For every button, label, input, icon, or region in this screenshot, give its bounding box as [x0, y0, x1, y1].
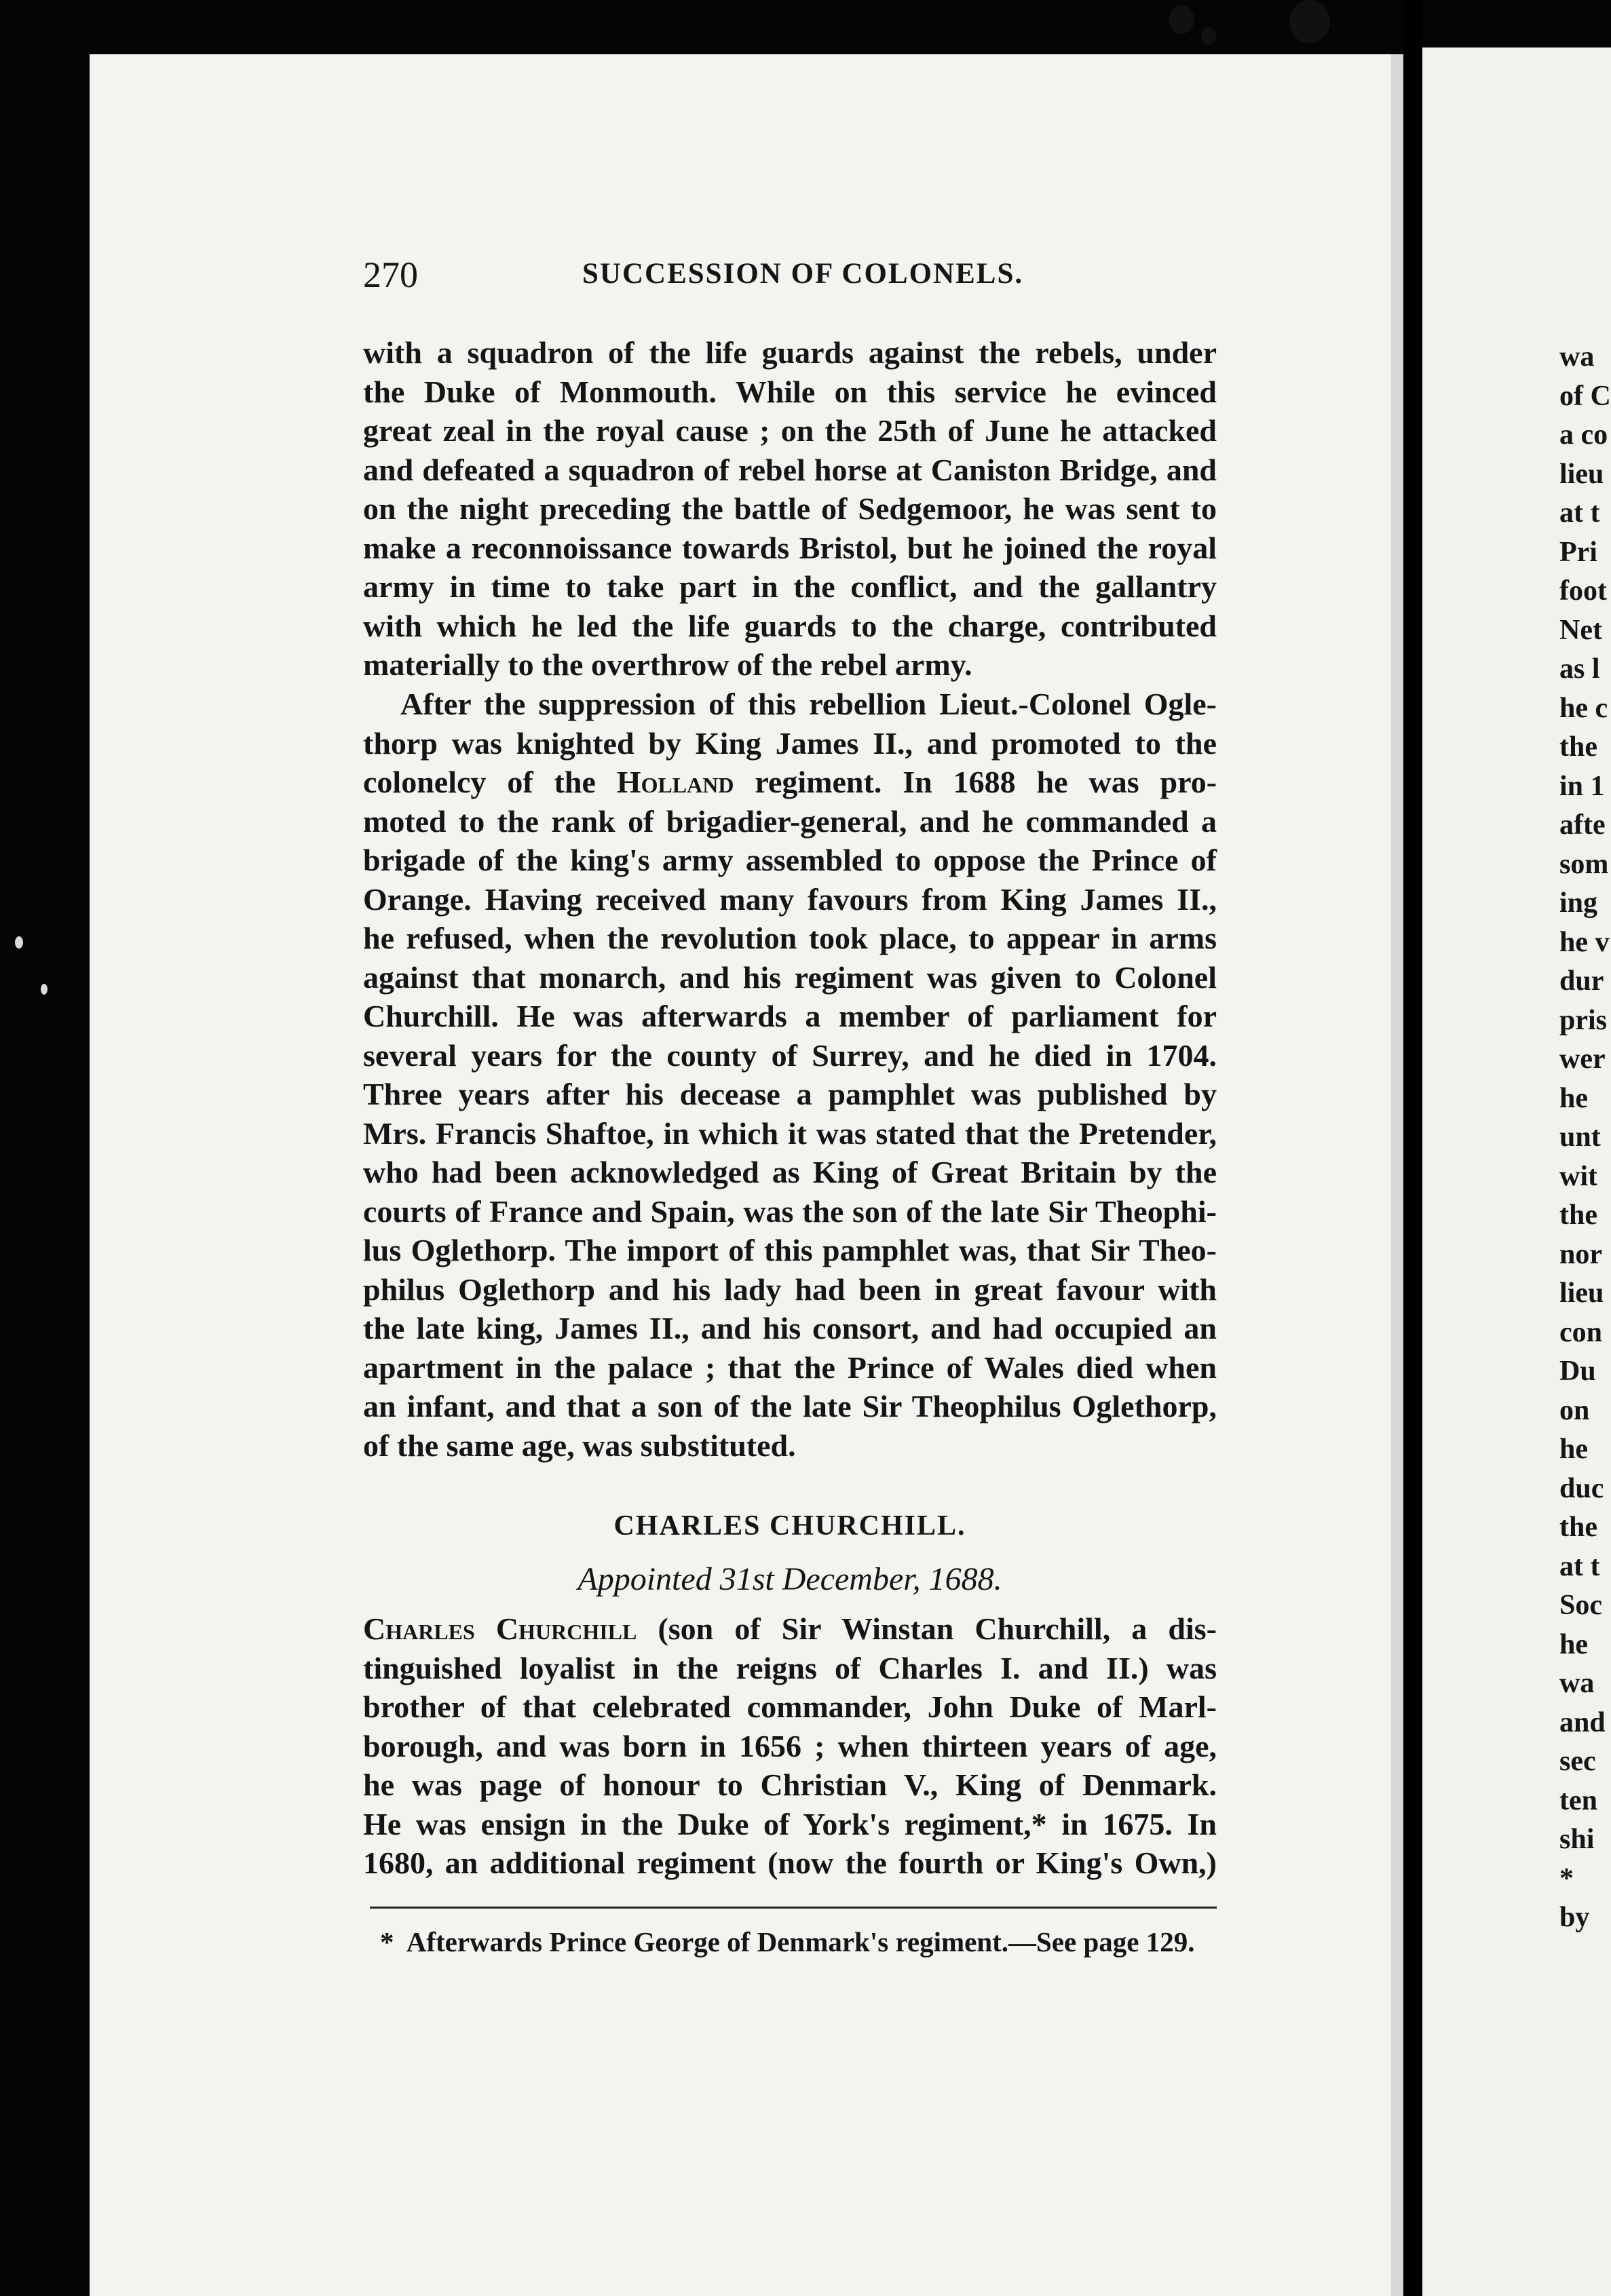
- scan-speck: [41, 984, 48, 995]
- appointed-line: Appointed 31st December, 1688.: [577, 1561, 1002, 1597]
- right-page-fragment: wa: [1559, 341, 1595, 372]
- right-page-fragment: lieu: [1559, 1278, 1604, 1309]
- text-line: thorp was knighted by King James II., and promoted to the: [363, 725, 1217, 761]
- right-page-fragment: the: [1559, 1200, 1597, 1231]
- right-page-fragment: *: [1559, 1862, 1574, 1894]
- right-page-fragment: nor: [1559, 1238, 1602, 1270]
- text-line: make a reconnoissance towards Bristol, but he joined the royal: [363, 530, 1217, 565]
- right-page-fragment: foot: [1559, 575, 1607, 607]
- text-line: colonelcy of the Holland regiment. In 1688 he was pro-: [363, 765, 1217, 799]
- text-line: 1680, an additional regiment (now the fourth or King's Own,): [363, 1845, 1217, 1880]
- scan-speck: [15, 936, 23, 949]
- text-line: philus Oglethorp and his lady had been in great favour with: [363, 1271, 1217, 1307]
- text-line: Churchill. He was afterwards a member of parliament for: [363, 999, 1217, 1033]
- right-page-fragment: at t: [1559, 1550, 1600, 1582]
- right-page-fragment: ing: [1559, 887, 1598, 919]
- right-page-fragment: he: [1559, 1434, 1588, 1465]
- right-page-fragment: he: [1559, 1082, 1588, 1114]
- page-number: 270: [363, 254, 418, 295]
- right-page-fragment: sec: [1559, 1746, 1596, 1777]
- right-page-fragment: som: [1559, 848, 1609, 880]
- regiment-name: Holland: [616, 765, 734, 799]
- text-line: brigade of the king's army assembled to oppose the Prince of: [363, 843, 1217, 877]
- text-line: and defeated a squadron of rebel horse at Caniston Bridge, and: [363, 452, 1217, 487]
- text-line: Orange. Having received many favours from King James II.,: [363, 881, 1217, 917]
- right-page-fragment: on: [1559, 1394, 1590, 1426]
- text-line: of the same age, was substituted.: [363, 1428, 796, 1463]
- running-head: SUCCESSION OF COLONELS.: [582, 258, 1024, 290]
- right-page-fragment: wer: [1559, 1044, 1606, 1075]
- text-line: who had been acknowledged as King of Great Britain by the: [363, 1155, 1217, 1189]
- right-page-fragment: the: [1559, 731, 1597, 763]
- text-line: lus Oglethorp. The import of this pamphlet was, that Sir Theo-: [363, 1233, 1217, 1267]
- right-page-fragment: con: [1559, 1316, 1602, 1348]
- right-page-fragment: the: [1559, 1512, 1597, 1543]
- right-page-fragment: Pri: [1559, 536, 1597, 568]
- right-page-fragment: in 1: [1559, 770, 1605, 802]
- text-line: moted to the rank of brigadier-general, and he commanded a: [363, 803, 1217, 839]
- text-line: tinguished loyalist in the reigns of Charles I. and II.) was: [363, 1650, 1217, 1685]
- right-page-fragment: duc: [1559, 1472, 1604, 1504]
- right-page-fragment: unt: [1559, 1122, 1601, 1153]
- footnote: * Afterwards Prince George of Denmark's regiment.—See page 129.: [380, 1926, 1195, 1957]
- text-line: several years for the county of Surrey, and he died in 1704.: [363, 1037, 1217, 1073]
- right-page-fragment: Net: [1559, 614, 1602, 646]
- right-page-fragment: wit: [1559, 1160, 1597, 1192]
- text-line: the late king, James II., and his consort, and had occupied an: [363, 1311, 1217, 1345]
- scan-speck: [1201, 27, 1216, 45]
- right-page-fragment: at t: [1559, 497, 1600, 529]
- right-page-fragment: shi: [1559, 1824, 1595, 1855]
- text-line: materially to the overthrow of the rebel army.: [363, 647, 972, 682]
- right-page-fragment: afte: [1559, 809, 1606, 841]
- text-line: on the night preceding the battle of Sedgemoor, he was sent to: [363, 491, 1217, 526]
- text-line: he refused, when the revolution took place, to appear in arms: [363, 921, 1217, 955]
- book-fold-shadow: [1403, 0, 1422, 2296]
- text-line: with which he led the life guards to the charge, contributed: [363, 608, 1217, 643]
- right-page-fragment: and: [1559, 1706, 1606, 1738]
- text-line: Charles Churchill (son of Sir Winstan Churchill, a dis-: [363, 1611, 1217, 1646]
- text-line: the Duke of Monmouth. While on this service he evinced: [363, 374, 1217, 409]
- text-line: with a squadron of the life guards against the rebels, under: [363, 335, 1217, 370]
- text-line: borough, and was born in 1656 ; when thirteen years of age,: [363, 1728, 1217, 1763]
- right-page-fragment: he c: [1559, 692, 1608, 724]
- text-line: army in time to take part in the conflict, and the gallantry: [363, 569, 1217, 604]
- right-page-fragment: ten: [1559, 1784, 1597, 1816]
- right-page-fragment: Soc: [1559, 1590, 1602, 1621]
- text-line: brother of that celebrated commander, John Duke of Marl-: [363, 1689, 1217, 1724]
- right-page-fragment: Du: [1559, 1356, 1596, 1387]
- text-line: He was ensign in the Duke of York's regiment,* in 1675. In: [363, 1806, 1217, 1841]
- right-page-fragment: of C: [1559, 380, 1611, 412]
- right-page-fragment: he v: [1559, 926, 1610, 958]
- footnote-rule: [370, 1907, 1217, 1909]
- text-line: against that monarch, and his regiment was given to Colonel: [363, 959, 1217, 995]
- text-line: he was page of honour to Christian V., King of Denmark.: [363, 1767, 1217, 1802]
- text-line: Three years after his decease a pamphlet was published by: [363, 1077, 1217, 1111]
- subject-name: Charles Churchill: [363, 1611, 637, 1646]
- page-gutter: [1391, 54, 1403, 2296]
- right-page-fragment: pris: [1559, 1004, 1608, 1036]
- scan-speck: [1169, 5, 1194, 34]
- right-page-fragment: as l: [1559, 653, 1600, 685]
- text-line: courts of France and Spain, was the son of the late Sir Theophi-: [363, 1193, 1217, 1229]
- scan-speck: [1289, 0, 1330, 43]
- text-line: an infant, and that a son of the late Sir Theophilus Oglethorp,: [363, 1389, 1217, 1423]
- text-line: After the suppression of this rebellion Lieut.-Colonel Ogle-: [400, 687, 1217, 721]
- right-page-fragment: wa: [1559, 1668, 1595, 1699]
- section-heading: CHARLES CHURCHILL.: [613, 1510, 966, 1542]
- text-line: great zeal in the royal cause ; on the 25th of June he attacked: [363, 413, 1217, 448]
- right-page-fragment: dur: [1559, 965, 1604, 997]
- text-line: Mrs. Francis Shaftoe, in which it was stated that the Pretender,: [363, 1115, 1217, 1151]
- right-page-fragment: lieu: [1559, 458, 1604, 490]
- right-page-fragment: he: [1559, 1628, 1588, 1660]
- text-line: apartment in the palace ; that the Prince of Wales died when: [363, 1350, 1217, 1385]
- right-page-fragment: a co: [1559, 419, 1608, 451]
- right-page-fragment: by: [1559, 1902, 1590, 1933]
